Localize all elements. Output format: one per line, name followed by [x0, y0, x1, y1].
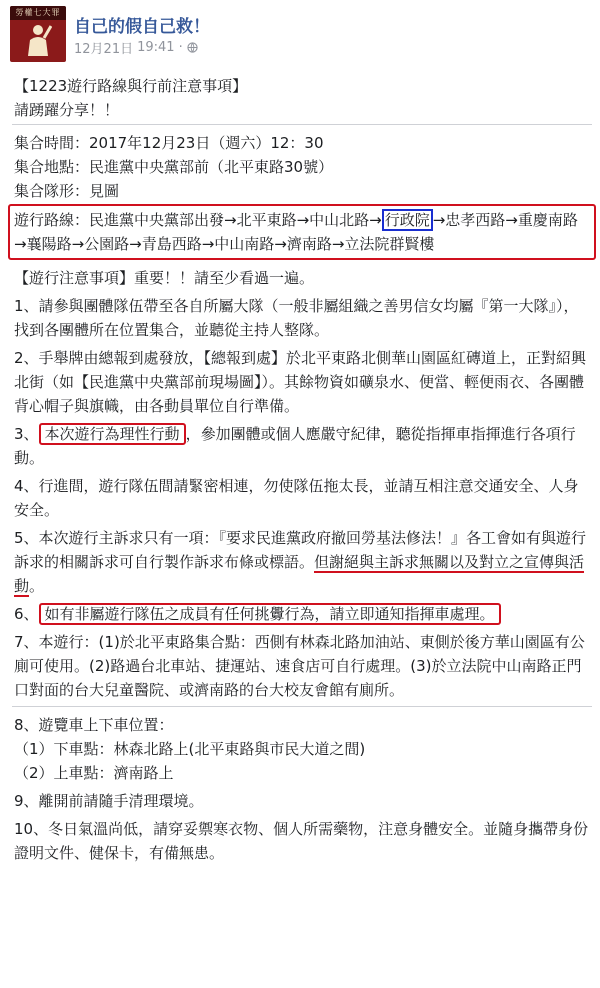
notice-item-3: [14, 422, 590, 470]
post-author-link[interactable]: 自己的假自己救！: [74, 17, 210, 37]
notice-item-6: [14, 602, 590, 626]
post-title: 【1223遊行路線與行前注意事項】: [14, 77, 248, 95]
route-text-end: →忠孝西路→重慶南路→襄陽路→公園路→青島西路→中山南路→濟南路→立法院群賢樓: [14, 211, 578, 253]
notice-item-1: 1、請參與團體隊伍帶至各自所屬大隊（一般非屬組織之善男信女均屬『第一大隊』），找到各團體所在位置集合，並聽從主持人整隊。: [14, 297, 579, 339]
route-highlight-box: [8, 204, 596, 260]
drop-off-point: （1）下車點：林森北路上(北平東路與市民大道之間): [14, 740, 366, 758]
avatar[interactable]: [10, 6, 66, 62]
meta-separator: ·: [178, 40, 183, 55]
notice-item-4: 4、行進間，遊行隊伍間請緊密相連，勿使隊伍拖太長，並請互相注意交通安全、人身安全。: [14, 477, 579, 519]
item-5-end: 。: [29, 577, 45, 595]
divider: [12, 706, 592, 707]
item-5-underlined: 但謝絕與主訴求無關以及對立之宣傳與活動: [14, 553, 585, 595]
globe-icon[interactable]: [187, 42, 198, 53]
post-time[interactable]: 19:41: [137, 40, 175, 55]
provocation-warning-box: 如有非屬遊行隊伍之成員有任何挑釁行為，請立即通知指揮車處理。: [39, 603, 501, 625]
notice-item-5: [14, 526, 590, 598]
item-5-text: 5、本次遊行主訴求只有一項：『要求民進黨政府撤回勞基法修法！』各工會如有與遊行訴求的相關訴求可自行製作訴求布條或標語。: [14, 529, 587, 571]
rational-action-box: 本次遊行為理性行動: [39, 423, 186, 445]
notice-item-9: 9、離開前請隨手清理環境。: [14, 792, 204, 810]
protest-figure-icon: [24, 24, 52, 56]
avatar-text: 勞權七大罪: [15, 8, 61, 17]
divider: [12, 124, 592, 125]
notice-item-7: 7、本遊行：(1)於北平東路集合點：西側有林森北路加油站、東側於後方華山園區有公廁可使用。(2)路過台北車站、捷運站、速食店可自行處理。(3)於立法院中山南路正門口對面的台大兒童醫院、或濟南路的台大校友會館有廁所。: [14, 633, 585, 699]
pick-up-point: （2）上車點：濟南路上: [14, 764, 174, 782]
route-executive-yuan: 行政院: [382, 209, 433, 231]
post-date[interactable]: 12月21日: [74, 42, 134, 57]
item-3-text: ，參加團體或個人應嚴守紀律，聽從指揮車指揮進行各項行動。: [14, 425, 576, 467]
notice-heading: 【遊行注意事項】重要！！請至少看過一遍。: [14, 269, 315, 287]
item-6-number: 6、: [14, 605, 39, 623]
notice-item-2: 2、手舉牌由總報到處發放，【總報到處】於北平東路北側華山園區紅磚道上，正對紹興北街（如【民進黨中央黨部前現場圖】）。其餘物資如礦泉水、便當、輕便雨衣、各團體背心帽子與旗幟，由各動員單位自行準備。: [14, 349, 587, 415]
notice-item-8: 8、遊覽車上下車位置：: [14, 716, 174, 734]
parade-route: [14, 208, 590, 256]
gathering-formation: 集合隊形：見圖: [14, 182, 120, 200]
notice-item-10: 10、冬日氣溫尚低，請穿妥禦寒衣物、個人所需藥物，注意身體安全。並隨身攜帶身份證明文件、健保卡，有備無患。: [14, 820, 589, 862]
post-meta: [74, 38, 198, 57]
route-text-start: 遊行路線：民進黨中央黨部出發→北平東路→中山北路→: [14, 211, 382, 229]
item-3-number: 3、: [14, 425, 39, 443]
post-header: [10, 6, 590, 66]
gathering-place: 集合地點：民進黨中央黨部前（北平東路30號）: [14, 158, 334, 176]
gathering-time: 集合時間：2017年12月23日（週六）12：30: [14, 134, 324, 152]
share-request: 請踴躍分享！！: [14, 101, 120, 119]
post-body: [14, 74, 590, 869]
